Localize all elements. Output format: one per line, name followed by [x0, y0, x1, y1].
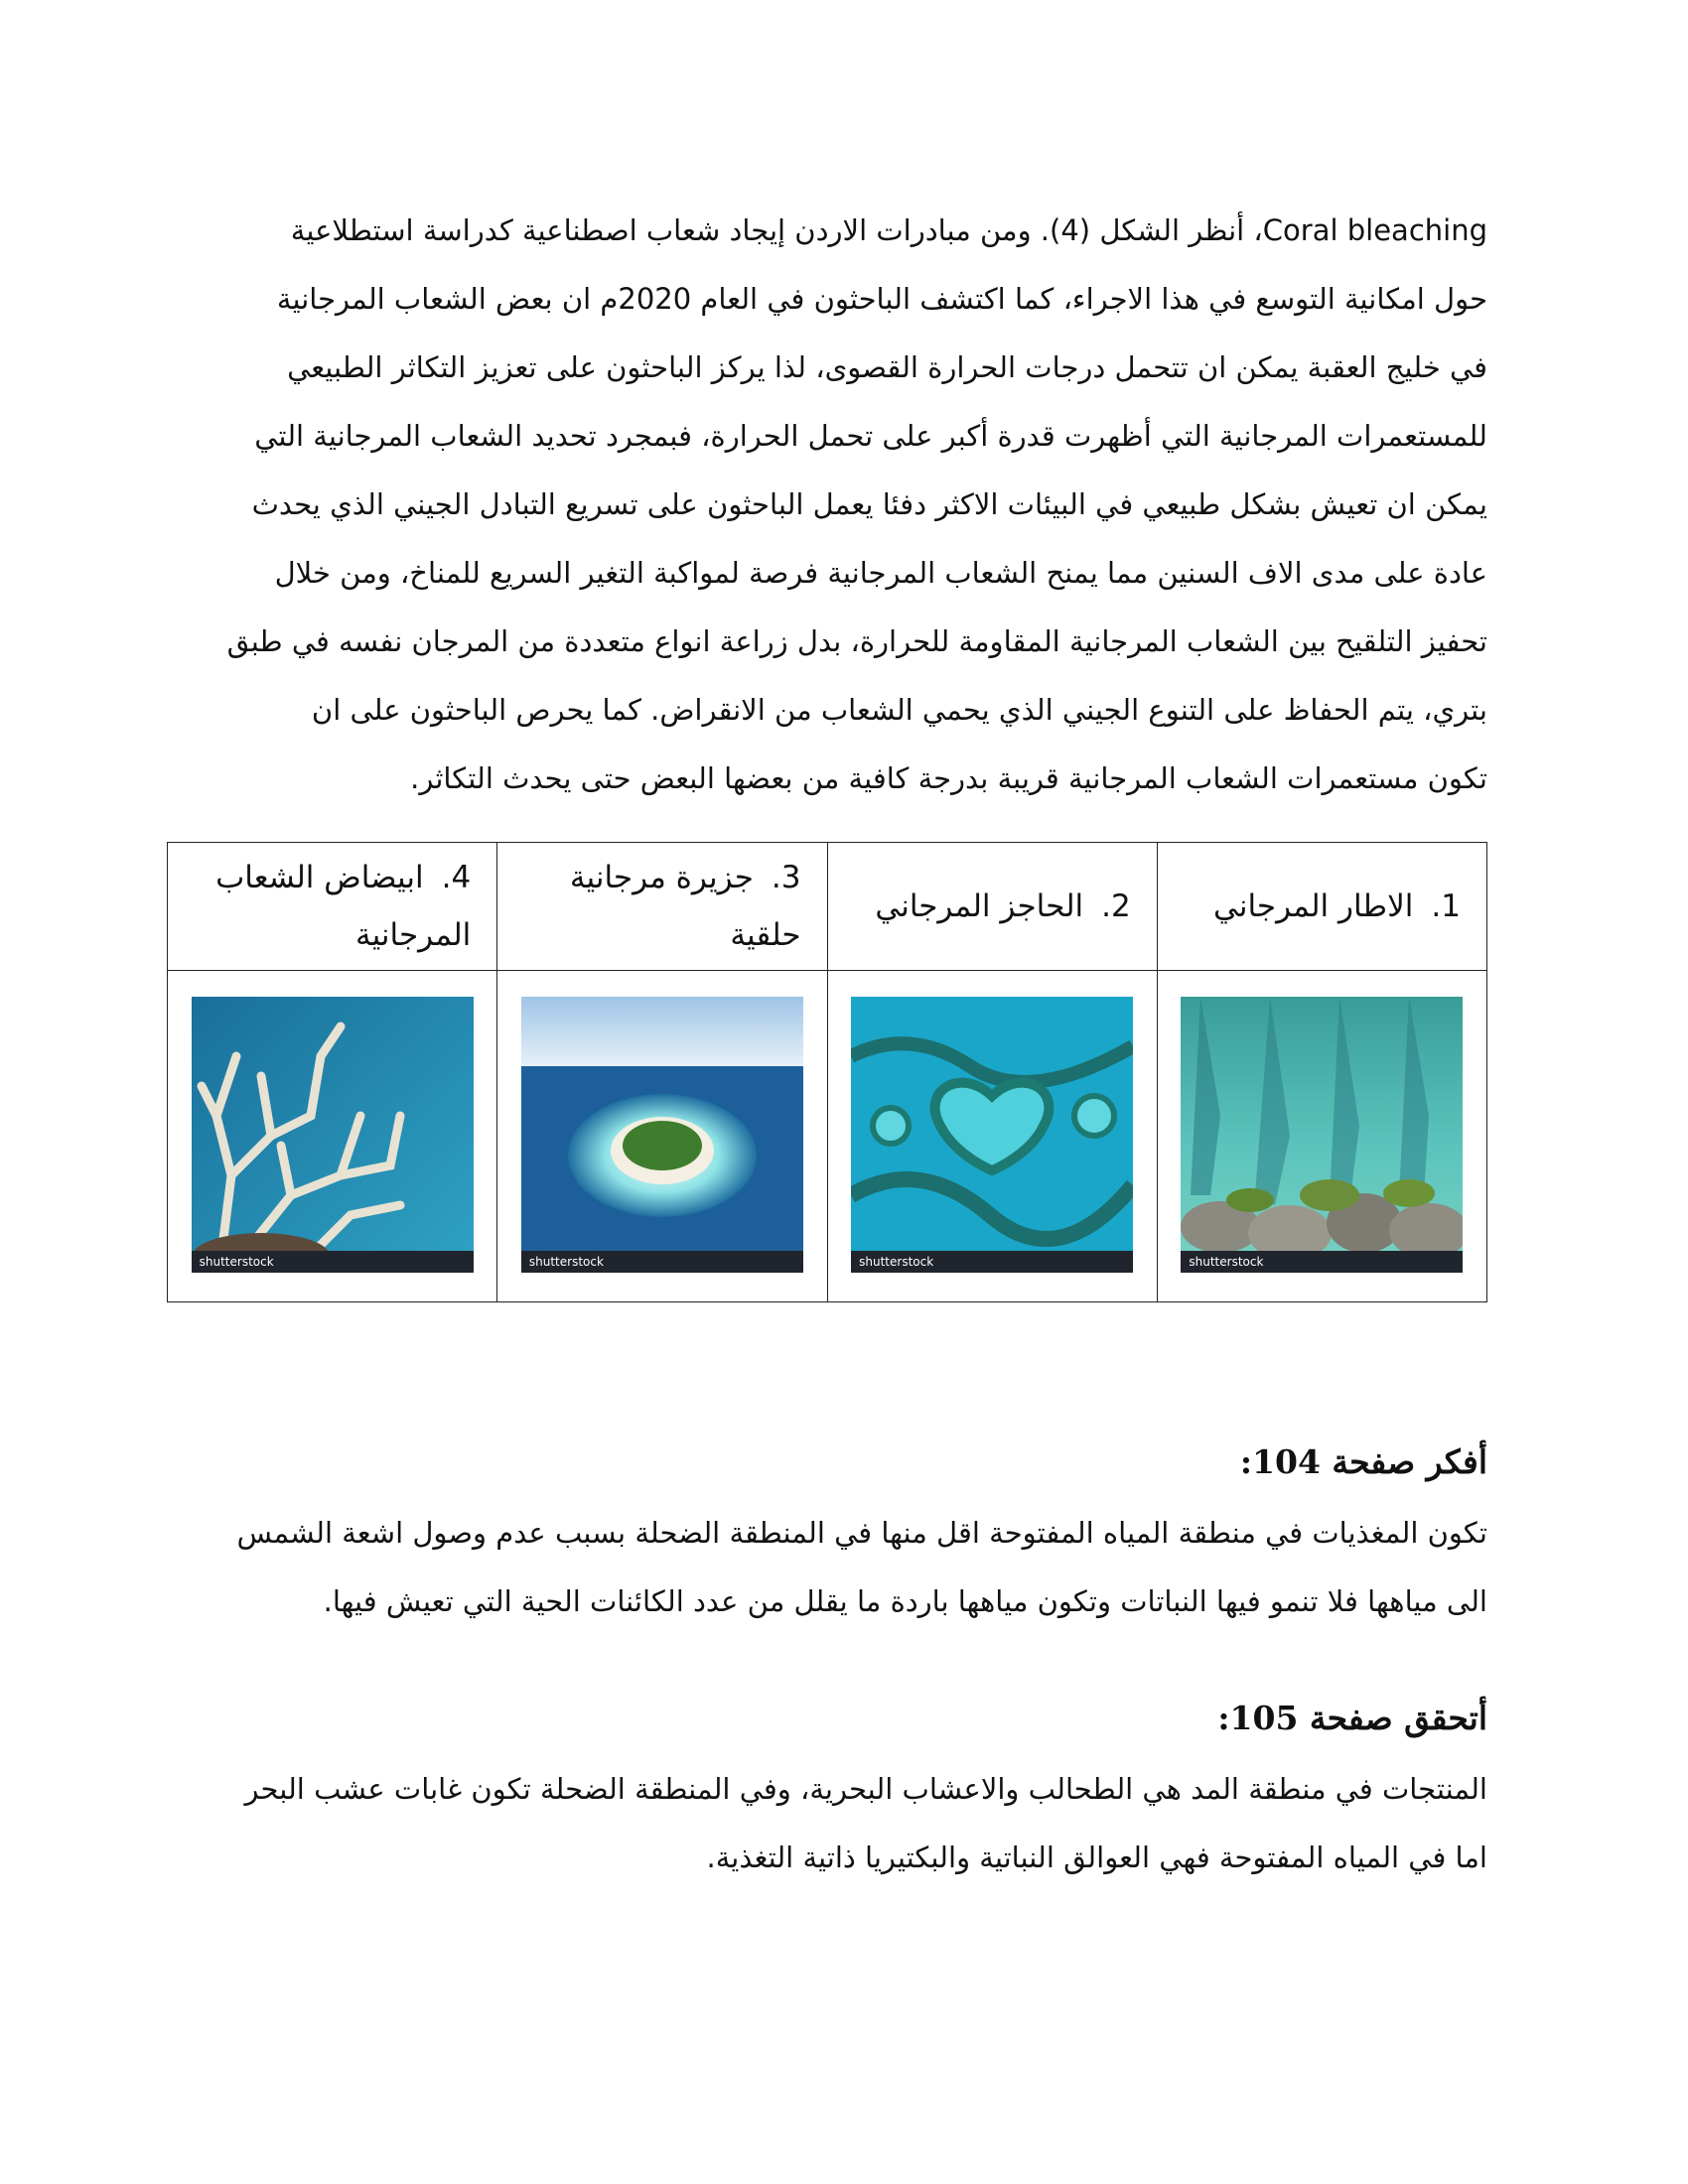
paragraph-line: حول امكانية التوسع في هذا الاجراء، كما اكتشف الباحثون في العام 2020م ان بعض الشعاب المرجانية	[276, 282, 1487, 316]
paragraph-line: بتري، يتم الحفاظ على التنوع الجيني الذي يحمي الشعاب من الانقراض. كما يحرص الباحثون على ان	[311, 693, 1487, 727]
watermark-stamp: shutterstock	[192, 1251, 474, 1273]
section-heading-105: أتحقق صفحة 105:	[1217, 1699, 1487, 1737]
barrier-reef-photo	[851, 997, 1133, 1273]
figure-image-cell	[1157, 971, 1486, 1302]
fringing-reef-photo	[1181, 997, 1463, 1273]
section-105-paragraph	[207, 1755, 1487, 1892]
caption-label: الحاجز المرجاني	[875, 888, 1084, 924]
caption-label: الاطار المرجاني	[1213, 888, 1414, 924]
figure-caption-cell	[168, 843, 497, 971]
section-heading-104: أفكر صفحة 104:	[1239, 1442, 1487, 1481]
figure-image-cell	[497, 971, 827, 1302]
watermark-stamp: shutterstock	[851, 1251, 1133, 1273]
figure-caption-cell	[827, 843, 1157, 971]
atoll-photo	[521, 997, 803, 1273]
caption-number: 4.	[441, 860, 472, 895]
paragraph-line: تكون مستعمرات الشعاب المرجانية قريبة بدرجة كافية من بعضها البعض حتى يحدث التكاثر.	[410, 761, 1487, 795]
caption-label: ابيضاض الشعاب المرجانية	[215, 860, 472, 953]
watermark-stamp: shutterstock	[521, 1251, 803, 1273]
paragraph-line: الى مياهها فلا تنمو فيها النباتات وتكون مياهها باردة ما يقلل من عدد الكائنات الحية التي تعيش فيها.	[323, 1584, 1487, 1618]
coral-reef-figure-table	[167, 842, 1487, 1302]
coral-paragraph	[207, 197, 1487, 813]
paragraph-line: للمستعمرات المرجانية التي أظهرت قدرة أكبر على تحمل الحرارة، فبمجرد تحديد الشعاب المرجانية التي	[254, 419, 1487, 453]
figure-caption-cell	[497, 843, 827, 971]
section-104-paragraph	[207, 1499, 1487, 1636]
watermark-stamp: shutterstock	[1181, 1251, 1463, 1273]
paragraph-line: يمكن ان تعيش بشكل طبيعي في البيئات الاكثر دفئا يعمل الباحثون على تسريع التبادل الجيني الذي يحدث	[251, 487, 1487, 521]
paragraph-line: عادة على مدى الاف السنين مما يمنح الشعاب المرجانية فرصة لمواكبة التغير السريع للمناخ، ومن خلال	[274, 556, 1487, 590]
bleached-coral-photo	[192, 997, 474, 1273]
figure-image-cell	[827, 971, 1157, 1302]
paragraph-line: تحفيز التلقيح بين الشعاب المرجانية المقاومة للحرارة، بدل زراعة انواع متعددة من المرجان نفسه في طبق	[226, 624, 1487, 658]
paragraph-line: المنتجات في منطقة المد هي الطحالب والاعشاب البحرية، وفي المنطقة الضحلة تكون غابات عشب البحر	[244, 1772, 1487, 1806]
paragraph-line: Coral bleaching، أنظر الشكل (4). ومن مبادرات الاردن إيجاد شعاب اصطناعية كدراسة استطلاعية	[290, 213, 1487, 247]
paragraph-line: في خليج العقبة يمكن ان تتحمل درجات الحرارة القصوى، لذا يركز الباحثون على تعزيز التكاثر الطبيعي	[287, 350, 1487, 384]
figure-image-cell	[168, 971, 497, 1302]
caption-number: 1.	[1431, 888, 1461, 924]
caption-label: جزيرة مرجانية حلقية	[569, 860, 801, 953]
caption-number: 3.	[771, 860, 801, 895]
caption-number: 2.	[1101, 888, 1131, 924]
paragraph-line: اما في المياه المفتوحة فهي العوالق النباتية والبكتيريا ذاتية التغذية.	[706, 1841, 1487, 1874]
paragraph-line: تكون المغذيات في منطقة المياه المفتوحة اقل منها في المنطقة الضحلة بسبب عدم وصول اشعة الشمس	[236, 1516, 1487, 1550]
figure-caption-cell	[1157, 843, 1486, 971]
